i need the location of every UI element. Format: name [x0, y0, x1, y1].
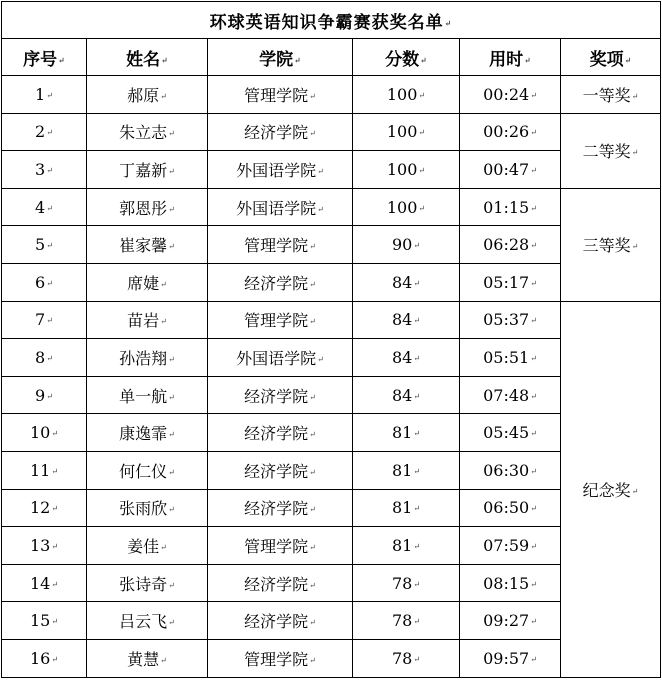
paragraph-mark-icon: ↵ — [46, 353, 53, 363]
cell-time — [460, 376, 561, 414]
cell-score-text: 84 — [391, 385, 413, 405]
header-cell-award — [561, 39, 661, 76]
cell-no-text: 7 — [35, 310, 46, 330]
paragraph-mark-icon: ↵ — [309, 655, 316, 665]
cell-time — [460, 489, 561, 527]
cell-no — [2, 414, 87, 452]
cell-no-text: 8 — [35, 347, 46, 367]
cell-score — [353, 564, 460, 602]
cell-college — [208, 451, 353, 489]
paragraph-mark-icon: ↵ — [46, 203, 53, 213]
header-cell-time — [460, 39, 561, 76]
cell-score-text: 81 — [391, 460, 413, 480]
cell-no-text: 1 — [35, 84, 46, 104]
paragraph-mark-icon: ↵ — [168, 242, 175, 252]
paragraph-mark-icon: ↵ — [168, 467, 175, 477]
paragraph-mark-icon: ↵ — [413, 617, 421, 627]
cell-no-text: 15 — [29, 611, 51, 631]
cell-no-text: 11 — [29, 460, 51, 480]
title-row — [2, 2, 661, 39]
paragraph-mark-icon: ↵ — [168, 580, 175, 590]
cell-time — [460, 226, 561, 264]
table-title: 环球英语知识争霸赛获奖名单 — [209, 12, 444, 33]
cell-college-text: 经济学院 — [244, 499, 309, 519]
cell-score-text: 78 — [391, 573, 413, 593]
paragraph-mark-icon: ↵ — [309, 580, 316, 590]
paragraph-mark-icon: ↵ — [46, 90, 53, 100]
cell-time-text: 05:17 — [483, 272, 530, 292]
cell-no — [2, 301, 87, 339]
paragraph-mark-icon: ↵ — [530, 316, 537, 326]
cell-time-text: 07:59 — [483, 535, 530, 555]
cell-score-text: 81 — [391, 423, 413, 443]
paragraph-mark-icon: ↵ — [309, 392, 316, 402]
cell-name-text: 苗岩 — [127, 311, 160, 331]
paragraph-mark-icon: ↵ — [309, 279, 316, 289]
paragraph-mark-icon: ↵ — [444, 18, 453, 28]
cell-college-text: 经济学院 — [244, 574, 309, 594]
table-row — [2, 76, 661, 114]
paragraph-mark-icon: ↵ — [418, 90, 426, 100]
paragraph-mark-icon: ↵ — [530, 466, 537, 476]
cell-college-text: 经济学院 — [244, 612, 309, 632]
cell-score — [353, 301, 460, 339]
cell-name-text: 朱立志 — [119, 123, 168, 143]
paragraph-mark-icon: ↵ — [51, 504, 59, 514]
cell-college-text: 经济学院 — [244, 273, 309, 293]
paragraph-mark-icon: ↵ — [51, 654, 59, 664]
paragraph-mark-icon: ↵ — [530, 353, 537, 363]
cell-no — [2, 151, 87, 189]
award-cell — [561, 301, 661, 677]
cell-no — [2, 76, 87, 114]
cell-time-text: 00:47 — [483, 159, 530, 179]
header-cell-college — [208, 39, 353, 76]
header-cell-score — [353, 39, 460, 76]
paragraph-mark-icon: ↵ — [530, 654, 537, 664]
paragraph-mark-icon: ↵ — [168, 204, 175, 214]
paragraph-mark-icon: ↵ — [309, 242, 316, 252]
paragraph-mark-icon: ↵ — [530, 128, 537, 138]
header-row — [2, 39, 661, 76]
paragraph-mark-icon: ↵ — [309, 542, 316, 552]
paragraph-mark-icon: ↵ — [160, 655, 167, 665]
paragraph-mark-icon: ↵ — [46, 165, 53, 175]
header-cell-no — [2, 39, 87, 76]
cell-no — [2, 113, 87, 151]
paragraph-mark-icon: ↵ — [309, 467, 316, 477]
cell-time-text: 06:30 — [483, 460, 530, 480]
paragraph-mark-icon: ↵ — [46, 278, 53, 288]
cell-score-text: 84 — [391, 347, 413, 367]
award-label: 二等奖 — [582, 142, 631, 162]
cell-score-text: 90 — [391, 235, 413, 255]
paragraph-mark-icon: ↵ — [530, 165, 537, 175]
cell-college-text: 外国语学院 — [236, 348, 317, 368]
cell-score-text: 81 — [391, 498, 413, 518]
award-label: 纪念奖 — [582, 480, 631, 500]
cell-college — [208, 339, 353, 377]
table-row — [2, 301, 661, 339]
cell-no — [2, 489, 87, 527]
paragraph-mark-icon: ↵ — [161, 55, 168, 65]
cell-no-text: 14 — [29, 573, 51, 593]
cell-score — [353, 527, 460, 565]
cell-name — [87, 113, 208, 151]
cell-time — [460, 602, 561, 640]
cell-time — [460, 263, 561, 301]
cell-time — [460, 301, 561, 339]
cell-college — [208, 489, 353, 527]
cell-score — [353, 151, 460, 189]
cell-college — [208, 602, 353, 640]
paragraph-mark-icon: ↵ — [413, 541, 421, 551]
cell-name — [87, 527, 208, 565]
paragraph-mark-icon: ↵ — [168, 505, 175, 515]
cell-time-text: 05:45 — [483, 423, 530, 443]
cell-no — [2, 226, 87, 264]
table-row — [2, 188, 661, 226]
paragraph-mark-icon: ↵ — [418, 128, 426, 138]
paragraph-mark-icon: ↵ — [317, 166, 324, 176]
paragraph-mark-icon: ↵ — [624, 55, 632, 65]
cell-name-text: 张雨欣 — [119, 499, 168, 519]
cell-college-text: 管理学院 — [244, 649, 309, 669]
paragraph-mark-icon: ↵ — [51, 466, 59, 476]
header-label-no: 序号 — [23, 49, 58, 70]
paragraph-mark-icon: ↵ — [294, 55, 301, 65]
cell-time — [460, 639, 561, 677]
cell-college — [208, 527, 353, 565]
cell-time-text: 05:37 — [483, 310, 530, 330]
paragraph-mark-icon: ↵ — [309, 317, 316, 327]
cell-score-text: 100 — [386, 197, 418, 217]
cell-college — [208, 263, 353, 301]
table-row — [2, 113, 661, 151]
cell-time — [460, 339, 561, 377]
paragraph-mark-icon: ↵ — [46, 241, 53, 251]
cell-college-text: 管理学院 — [244, 536, 309, 556]
cell-time-text: 09:57 — [483, 648, 530, 668]
paragraph-mark-icon: ↵ — [51, 429, 59, 439]
paragraph-mark-icon: ↵ — [413, 316, 421, 326]
paragraph-mark-icon: ↵ — [168, 166, 175, 176]
cell-no-text: 4 — [35, 197, 46, 217]
cell-score-text: 100 — [386, 84, 418, 104]
cell-score — [353, 376, 460, 414]
cell-score-text: 84 — [391, 272, 413, 292]
paragraph-mark-icon: ↵ — [317, 354, 324, 364]
cell-college — [208, 414, 353, 452]
paragraph-mark-icon: ↵ — [530, 90, 537, 100]
cell-time-text: 00:26 — [483, 122, 530, 142]
cell-time-text: 07:48 — [483, 385, 530, 405]
cell-name — [87, 76, 208, 114]
paragraph-mark-icon: ↵ — [413, 504, 421, 514]
cell-name-text: 何仁仪 — [119, 461, 168, 481]
cell-college — [208, 151, 353, 189]
cell-time-text: 05:51 — [483, 347, 530, 367]
cell-no — [2, 263, 87, 301]
cell-college-text: 外国语学院 — [236, 160, 317, 180]
cell-name — [87, 414, 208, 452]
paragraph-mark-icon: ↵ — [317, 204, 324, 214]
paragraph-mark-icon: ↵ — [46, 316, 53, 326]
cell-name — [87, 376, 208, 414]
cell-score-text: 81 — [391, 535, 413, 555]
paragraph-mark-icon: ↵ — [631, 242, 639, 252]
cell-college-text: 经济学院 — [244, 461, 309, 481]
cell-name-text: 崔家馨 — [119, 236, 168, 256]
cell-no — [2, 564, 87, 602]
cell-time — [460, 414, 561, 452]
cell-no — [2, 376, 87, 414]
paragraph-mark-icon: ↵ — [413, 466, 421, 476]
paragraph-mark-icon: ↵ — [309, 129, 316, 139]
paragraph-mark-icon: ↵ — [168, 392, 175, 402]
paragraph-mark-icon: ↵ — [168, 430, 175, 440]
paragraph-mark-icon: ↵ — [530, 391, 537, 401]
cell-no-text: 9 — [35, 385, 46, 405]
paragraph-mark-icon: ↵ — [160, 91, 167, 101]
paragraph-mark-icon: ↵ — [309, 430, 316, 440]
cell-name-text: 康逸霏 — [119, 424, 168, 444]
cell-name-text: 单一航 — [119, 386, 168, 406]
cell-college-text: 管理学院 — [244, 236, 309, 256]
cell-name — [87, 564, 208, 602]
cell-no — [2, 451, 87, 489]
cell-name — [87, 151, 208, 189]
paragraph-mark-icon: ↵ — [524, 55, 531, 65]
cell-score — [353, 226, 460, 264]
cell-time-text: 09:27 — [483, 611, 530, 631]
cell-score-text: 100 — [386, 159, 418, 179]
cell-time — [460, 188, 561, 226]
award-cell — [561, 188, 661, 301]
paragraph-mark-icon: ↵ — [530, 541, 537, 551]
cell-college — [208, 76, 353, 114]
cell-no — [2, 639, 87, 677]
cell-score — [353, 113, 460, 151]
cell-no-text: 3 — [35, 159, 46, 179]
table-title-cell — [2, 2, 661, 39]
cell-college — [208, 113, 353, 151]
paragraph-mark-icon: ↵ — [418, 203, 426, 213]
paragraph-mark-icon: ↵ — [530, 617, 537, 627]
header-label-time: 用时 — [489, 49, 524, 70]
cell-name-text: 郭恩彤 — [119, 198, 168, 218]
cell-college-text: 管理学院 — [244, 85, 309, 105]
paragraph-mark-icon: ↵ — [413, 429, 421, 439]
paragraph-mark-icon: ↵ — [631, 486, 639, 496]
cell-name — [87, 263, 208, 301]
cell-name — [87, 639, 208, 677]
cell-time-text: 06:28 — [483, 235, 530, 255]
cell-time-text: 00:24 — [483, 84, 530, 104]
paragraph-mark-icon: ↵ — [530, 504, 537, 514]
cell-score-text: 78 — [391, 611, 413, 631]
header-label-name: 姓名 — [126, 49, 161, 70]
cell-no-text: 6 — [35, 272, 46, 292]
paragraph-mark-icon: ↵ — [168, 129, 175, 139]
cell-college — [208, 564, 353, 602]
paragraph-mark-icon: ↵ — [309, 91, 316, 101]
paragraph-mark-icon: ↵ — [413, 579, 421, 589]
paragraph-mark-icon: ↵ — [413, 353, 421, 363]
cell-time — [460, 564, 561, 602]
cell-time-text: 06:50 — [483, 498, 530, 518]
paragraph-mark-icon: ↵ — [160, 317, 167, 327]
cell-score-text: 78 — [391, 648, 413, 668]
paragraph-mark-icon: ↵ — [46, 128, 53, 138]
cell-name-text: 吕云飞 — [119, 612, 168, 632]
paragraph-mark-icon: ↵ — [413, 241, 421, 251]
paragraph-mark-icon: ↵ — [58, 55, 65, 65]
cell-score — [353, 339, 460, 377]
paragraph-mark-icon: ↵ — [160, 542, 167, 552]
cell-college — [208, 188, 353, 226]
cell-no-text: 5 — [35, 235, 46, 255]
cell-name-text: 姜佳 — [127, 536, 160, 556]
award-label: 一等奖 — [582, 85, 631, 105]
cell-college-text: 经济学院 — [244, 123, 309, 143]
cell-no — [2, 188, 87, 226]
cell-name-text: 丁嘉新 — [119, 160, 168, 180]
paragraph-mark-icon: ↵ — [51, 541, 59, 551]
paragraph-mark-icon: ↵ — [46, 391, 53, 401]
paragraph-mark-icon: ↵ — [413, 654, 421, 664]
cell-college-text: 经济学院 — [244, 386, 309, 406]
cell-name — [87, 451, 208, 489]
paragraph-mark-icon: ↵ — [530, 278, 537, 288]
cell-name-text: 郝原 — [127, 85, 160, 105]
paragraph-mark-icon: ↵ — [530, 579, 537, 589]
paragraph-mark-icon: ↵ — [160, 279, 167, 289]
cell-no-text: 16 — [29, 648, 51, 668]
cell-name-text: 张诗奇 — [119, 574, 168, 594]
cell-no-text: 2 — [35, 122, 46, 142]
paragraph-mark-icon: ↵ — [530, 429, 537, 439]
paragraph-mark-icon: ↵ — [418, 165, 426, 175]
cell-name — [87, 226, 208, 264]
cell-score — [353, 76, 460, 114]
header-label-award: 奖项 — [589, 49, 624, 70]
cell-time-text: 01:15 — [483, 197, 530, 217]
cell-score — [353, 414, 460, 452]
cell-score — [353, 451, 460, 489]
cell-name-text: 黄慧 — [127, 649, 160, 669]
cell-time — [460, 527, 561, 565]
paragraph-mark-icon: ↵ — [309, 505, 316, 515]
cell-college-text: 管理学院 — [244, 311, 309, 331]
cell-college-text: 经济学院 — [244, 424, 309, 444]
cell-name — [87, 339, 208, 377]
cell-no — [2, 602, 87, 640]
cell-score — [353, 639, 460, 677]
cell-college — [208, 639, 353, 677]
cell-name — [87, 489, 208, 527]
cell-college — [208, 226, 353, 264]
cell-time — [460, 151, 561, 189]
cell-score-text: 84 — [391, 310, 413, 330]
paragraph-mark-icon: ↵ — [168, 618, 175, 628]
award-list-table — [1, 1, 661, 678]
cell-score-text: 100 — [386, 122, 418, 142]
paragraph-mark-icon: ↵ — [309, 618, 316, 628]
cell-name — [87, 301, 208, 339]
paragraph-mark-icon: ↵ — [631, 148, 639, 158]
cell-score — [353, 602, 460, 640]
award-label: 三等奖 — [582, 236, 631, 256]
paragraph-mark-icon: ↵ — [420, 55, 427, 65]
cell-no-text: 10 — [29, 423, 51, 443]
cell-name — [87, 188, 208, 226]
header-label-score: 分数 — [385, 49, 420, 70]
paragraph-mark-icon: ↵ — [530, 241, 537, 251]
header-cell-name — [87, 39, 208, 76]
cell-no-text: 13 — [29, 535, 51, 555]
paragraph-mark-icon: ↵ — [631, 91, 639, 101]
award-cell — [561, 76, 661, 114]
cell-no-text: 12 — [29, 498, 51, 518]
cell-time-text: 08:15 — [483, 573, 530, 593]
cell-no — [2, 527, 87, 565]
cell-time — [460, 113, 561, 151]
cell-no — [2, 339, 87, 377]
cell-time — [460, 76, 561, 114]
cell-name-text: 孙浩翔 — [119, 348, 168, 368]
header-label-college: 学院 — [259, 49, 294, 70]
paragraph-mark-icon: ↵ — [51, 617, 59, 627]
cell-name-text: 席婕 — [127, 273, 160, 293]
cell-score — [353, 263, 460, 301]
cell-score — [353, 489, 460, 527]
paragraph-mark-icon: ↵ — [168, 354, 175, 364]
paragraph-mark-icon: ↵ — [51, 579, 59, 589]
cell-time — [460, 451, 561, 489]
cell-college — [208, 376, 353, 414]
award-cell — [561, 113, 661, 188]
paragraph-mark-icon: ↵ — [530, 203, 537, 213]
paragraph-mark-icon: ↵ — [413, 278, 421, 288]
cell-college-text: 外国语学院 — [236, 198, 317, 218]
cell-score — [353, 188, 460, 226]
cell-name — [87, 602, 208, 640]
paragraph-mark-icon: ↵ — [413, 391, 421, 401]
cell-college — [208, 301, 353, 339]
